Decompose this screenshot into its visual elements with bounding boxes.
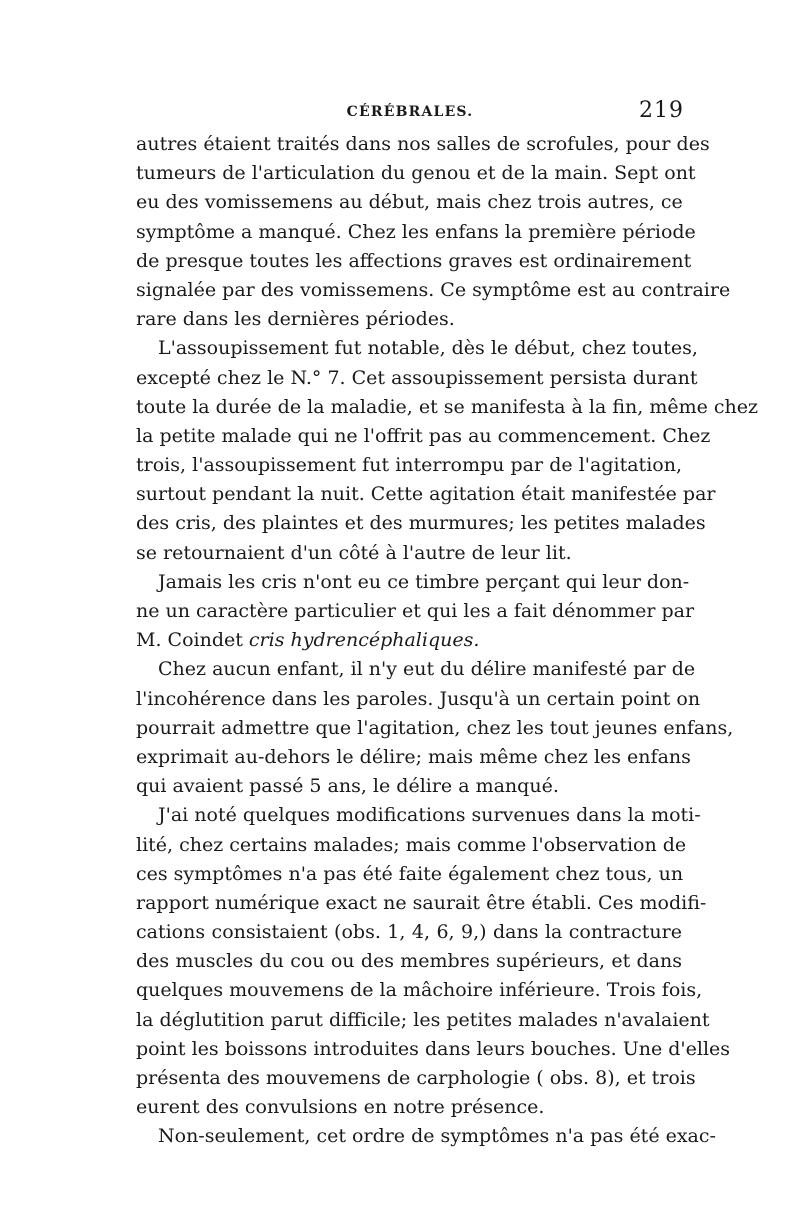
text-line-with-italic: [136, 626, 682, 655]
text-line: surtout pendant la nuit. Cette agitation était manifestée par: [136, 483, 716, 506]
text-line: J'ai noté quelques modifications survenues dans la moti-: [158, 804, 701, 827]
text-line: pourrait admettre que l'agitation, chez les tout jeunes enfans,: [136, 716, 734, 739]
text-line: toute la durée de la maladie, et se manifesta à la fin, même chez: [136, 395, 759, 418]
body-text: [136, 130, 759, 1152]
text-line: ces symptômes n'a pas été faite également chez tous, un: [136, 862, 684, 885]
text-line: exprimait au-dehors le délire; mais même chez les enfans: [136, 745, 691, 768]
text-line: rapport numérique exact ne saurait être établi. Ces modifi-: [136, 891, 707, 914]
text-line: trois, l'assoupissement fut interrompu par de l'agitation,: [136, 454, 682, 477]
running-title: CÉRÉBRALES.: [346, 104, 474, 120]
text-line: Chez aucun enfant, il n'y eut du délire manifesté par de: [158, 658, 696, 681]
page-number: 219: [639, 98, 684, 123]
text-line: de presque toutes les affections graves est ordinairement: [136, 249, 692, 272]
text-line: se retournaient d'un côté à l'autre de leur lit.: [136, 541, 572, 564]
text-line: présenta des mouvemens de carphologie ( obs. 8), et trois: [136, 1067, 696, 1089]
text-line: eurent des convulsions en notre présence.: [136, 1096, 545, 1119]
text-line: autres étaient traités dans nos salles de scrofules, pour des: [136, 133, 710, 155]
text-line: cations consistaient (obs. 1, 4, 6, 9,) dans la contracture: [136, 921, 682, 944]
italic-phrase: cris hydrencéphaliques.: [248, 629, 480, 652]
text-line: des muscles du cou ou des membres supérieurs, et dans: [136, 950, 682, 973]
text-line: qui avaient passé 5 ans, le délire a manqué.: [136, 775, 559, 798]
text-line: excepté chez le N.° 7. Cet assoupissement persista durant: [136, 366, 698, 389]
text-line: l'incohérence dans les paroles. Jusqu'à un certain point on: [136, 687, 701, 710]
text-line: symptôme a manqué. Chez les enfans la première période: [136, 220, 696, 243]
text-line: quelques mouvemens de la mâchoire inférieure. Trois fois,: [136, 979, 703, 1002]
running-head: [136, 98, 684, 132]
text-line: lité, chez certains malades; mais comme l'observation de: [136, 833, 687, 856]
text-line: point les boissons introduites dans leurs bouches. Une d'elles: [136, 1037, 731, 1060]
text-line: la petite malade qui ne l'offrit pas au commencement. Chez: [136, 424, 711, 447]
text-segment: M. Coindet: [136, 629, 249, 652]
text-line: ne un caractère particulier et qui les a fait dénommer par: [136, 600, 695, 622]
text-line: la déglutition parut difficile; les petites malades n'avalaient: [136, 1008, 710, 1031]
text-line: tumeurs de l'articulation du genou et de la main. Sept ont: [136, 162, 696, 185]
text-line: signalée par des vomissemens. Ce symptôme est au contraire: [136, 278, 731, 301]
text-line: eu des vomissemens au début, mais chez trois autres, ce: [136, 191, 683, 214]
text-line: Jamais les cris n'ont eu ce timbre perçant qui leur don-: [158, 570, 690, 593]
text-line: rare dans les dernières périodes.: [136, 308, 455, 331]
text-line: Non-seulement, cet ordre de symptômes n'a pas été exac-: [158, 1125, 716, 1148]
text-line: L'assoupissement fut notable, dès le début, chez toutes,: [158, 337, 698, 360]
text-line: des cris, des plaintes et des murmures; les petites malades: [136, 512, 706, 535]
